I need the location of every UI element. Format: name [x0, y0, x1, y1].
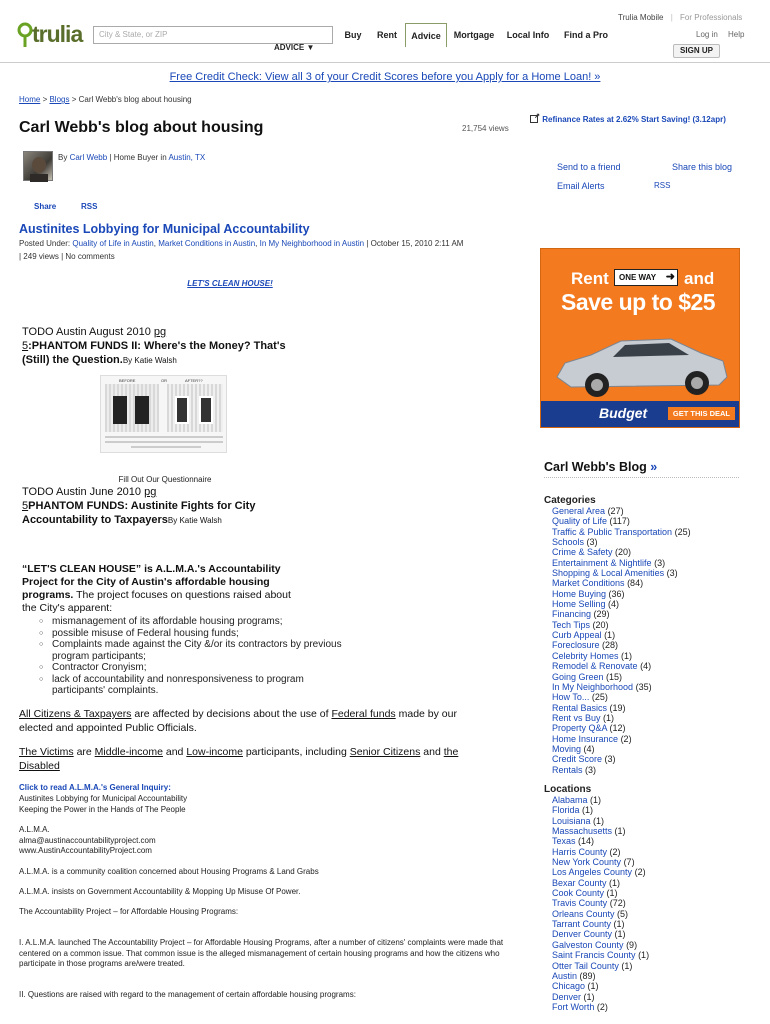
- category-count: (84): [627, 578, 644, 589]
- category-name: Rent vs Buy: [552, 712, 601, 723]
- category-item[interactable]: [552, 734, 691, 744]
- before-after-image: [100, 375, 227, 453]
- point-one-text: I. A.L.M.A. launched The Accountability Project – for Affordable Housing Programs, after a number of citizens' complaints were made that centered on a common issue. That common issue is the alleged mismanagement of certain housing programs and how the citizens who participate in those programs are/were treated.: [19, 938, 504, 968]
- category-name: General Area: [552, 506, 606, 516]
- article-headline: PHANTOM FUNDS: Austinite Fights for City Accountability to Taxpayers: [22, 500, 256, 526]
- location-name: Galveston County: [552, 939, 624, 950]
- contact-website[interactable]: www.AustinAccountabilityProject.com: [19, 846, 152, 855]
- category-count: (20): [592, 619, 609, 630]
- category-name: Tech Tips: [552, 619, 591, 630]
- post-category-link[interactable]: Market Conditions in Austin: [158, 239, 256, 248]
- ad-and-text: and: [684, 269, 715, 288]
- category-name: Crime & Safety: [552, 547, 613, 558]
- contact-org: A.L.M.A.: [19, 825, 50, 834]
- category-name: Going Green: [552, 671, 604, 682]
- category-item[interactable]: [552, 516, 691, 526]
- image-before-label: BEFORE: [119, 378, 136, 383]
- senior-citizens-link[interactable]: Senior Citizens: [349, 746, 421, 758]
- blog-title: Carl Webb's blog about housing: [19, 119, 264, 136]
- location-name: Harris County: [552, 846, 608, 857]
- location-count: (89): [579, 970, 596, 981]
- page-number-link[interactable]: 5: [22, 500, 29, 512]
- promo-link[interactable]: Free Credit Check: View all 3 of your Credit Scores before you Apply for a Home Loan! »: [169, 71, 601, 83]
- signup-button[interactable]: SIGN UP: [673, 44, 720, 58]
- ad-one-way-text: ONE WAY: [619, 273, 657, 282]
- location-item[interactable]: [552, 909, 649, 919]
- category-name: Celebrity Homes: [552, 650, 619, 661]
- categories-list: [552, 506, 691, 775]
- nav-local-info[interactable]: Local Info: [506, 30, 550, 40]
- project-heading: The Accountability Project – for Affordable Housing Programs:: [19, 907, 239, 916]
- location-item[interactable]: [552, 961, 649, 971]
- citizens-link[interactable]: All Citizens & Taxpayers: [19, 708, 132, 720]
- sidebar-rss-link[interactable]: RSS: [654, 181, 671, 190]
- category-count: (27): [607, 506, 624, 516]
- category-name: Rentals: [552, 764, 583, 775]
- article-headline: :PHANTOM FUNDS II: Where's the Money? That's (Still) the Question.: [22, 340, 286, 366]
- category-item[interactable]: [552, 609, 691, 619]
- help-link[interactable]: Help: [728, 30, 745, 39]
- category-count: (28): [602, 640, 619, 651]
- image-after-label: AFTER??: [185, 378, 203, 383]
- breadcrumb-sep: >: [69, 95, 79, 104]
- paragraph-text: participants, including: [242, 746, 350, 758]
- locations-heading: Locations: [544, 784, 592, 795]
- breadcrumb-sep: >: [40, 95, 50, 104]
- category-item[interactable]: [552, 527, 691, 537]
- post-category-link[interactable]: In My Neighborhood in Austin: [259, 239, 365, 248]
- category-name: Property Q&A: [552, 723, 608, 734]
- header-divider: [0, 62, 770, 63]
- category-count: (3): [666, 568, 678, 579]
- location-name: Massachusetts: [552, 826, 613, 837]
- alma-intro-rest: The project focuses on questions raised about the City's apparent:: [22, 589, 291, 614]
- category-name: Entertainment & Nightlife: [552, 557, 652, 568]
- after-house-icon: [167, 384, 223, 432]
- category-count: (117): [609, 516, 630, 527]
- category-item[interactable]: [552, 765, 691, 775]
- category-count: (15): [606, 671, 623, 682]
- location-name: Louisiana: [552, 815, 591, 826]
- share-blog-link[interactable]: Share this blog: [672, 162, 733, 172]
- category-count: (4): [608, 599, 620, 610]
- location-count: (1): [582, 805, 594, 816]
- concern-item: ○ lack of accountability and nonresponsiveness to program participants' complaints.: [52, 674, 352, 697]
- category-count: (1): [621, 650, 633, 661]
- category-item[interactable]: [552, 630, 691, 640]
- citizens-paragraph: [19, 708, 489, 735]
- location-count: (72): [609, 898, 626, 909]
- location-count: (5): [617, 908, 629, 919]
- post-meta: Posted Under: Quality of Life in Austin, Market Conditions in Austin, In My Neighborhood in Austin | October 15, 2010 2:11 AM: [19, 239, 464, 248]
- blog-views: 21,754 views: [462, 124, 509, 133]
- category-item[interactable]: [552, 713, 691, 723]
- category-item[interactable]: [552, 744, 691, 754]
- location-count: (2): [609, 846, 621, 857]
- category-item[interactable]: [552, 640, 691, 650]
- location-count: (1): [606, 888, 618, 899]
- location-item[interactable]: [552, 929, 649, 939]
- location-name: Austin: [552, 970, 578, 981]
- concern-item: ○ Contractor Cronyism;: [52, 662, 352, 674]
- nav-mortgage[interactable]: Mortgage: [453, 30, 495, 40]
- category-item[interactable]: [552, 651, 691, 661]
- victims-paragraph: [19, 746, 489, 773]
- author-name[interactable]: Carl Webb: [69, 153, 108, 162]
- email-alerts-link[interactable]: Email Alerts: [557, 181, 605, 191]
- page-link[interactable]: pg: [153, 326, 167, 338]
- location-name: Orleans County: [552, 908, 615, 919]
- location-count: (1): [621, 960, 633, 971]
- image-or-label: OR: [161, 378, 167, 383]
- category-name: In My Neighborhood: [552, 681, 634, 692]
- category-item[interactable]: [552, 568, 691, 578]
- sidebar-title-text: Carl Webb's Blog: [544, 460, 647, 474]
- questionnaire-caption[interactable]: Fill Out Our Questionnaire: [118, 475, 212, 484]
- todo-august-article: [22, 325, 302, 368]
- location-count: (1): [587, 981, 599, 992]
- concern-item: ○ Complaints made against the City &/or its contractors by previous program participants;: [52, 639, 352, 662]
- concern-item: ○ possible misuse of Federal housing funds;: [52, 628, 352, 640]
- category-name: Home Selling: [552, 599, 606, 610]
- location-item[interactable]: [552, 836, 649, 846]
- location-item[interactable]: [552, 940, 649, 950]
- middle-income-link[interactable]: Middle-income: [94, 746, 163, 758]
- category-count: (35): [635, 681, 652, 692]
- location-name: New York County: [552, 857, 622, 868]
- location-name: Florida: [552, 805, 580, 816]
- coalition-text: A.L.M.A. is a community coalition concerned about Housing Programs & Land Grabs: [19, 867, 319, 876]
- category-item[interactable]: [552, 537, 691, 547]
- author-by: By: [58, 153, 70, 162]
- author-role: | Home Buyer in: [107, 153, 169, 162]
- paragraph-text: made by our elected and appointed Public Officials.: [19, 708, 457, 734]
- author-avatar[interactable]: [23, 151, 53, 181]
- location-item[interactable]: [552, 971, 649, 981]
- location-count: (7): [623, 857, 635, 868]
- location-count: (1): [614, 826, 626, 837]
- category-name: Shopping & Local Amenities: [552, 568, 665, 579]
- location-item[interactable]: [552, 919, 649, 929]
- sidebar-title-arrow: »: [650, 460, 658, 474]
- location-item[interactable]: [552, 805, 649, 815]
- location-count: (1): [590, 795, 602, 805]
- location-name: Denver County: [552, 929, 613, 940]
- category-count: (1): [603, 712, 615, 723]
- location-item[interactable]: [552, 857, 649, 867]
- category-item[interactable]: [552, 547, 691, 557]
- send-to-friend-link[interactable]: Send to a friend: [557, 162, 621, 172]
- nav-find-a-pro[interactable]: Find a Pro: [563, 30, 608, 40]
- location-item[interactable]: [552, 826, 649, 836]
- category-name: Home Insurance: [552, 733, 619, 744]
- logo-text: trulia: [32, 21, 83, 47]
- post-title[interactable]: Austinites Lobbying for Municipal Accountability: [19, 222, 310, 236]
- location-item[interactable]: [552, 878, 649, 888]
- low-income-link[interactable]: Low-income: [186, 746, 243, 758]
- location-count: (1): [638, 950, 650, 961]
- post-stats: | 249 views | No comments: [19, 252, 115, 261]
- refinance-text: Refinance Rates at 2.62% Start Saving! (3.12apr): [542, 115, 726, 124]
- location-count: (2): [634, 867, 646, 878]
- location-name: Alabama: [552, 795, 588, 805]
- inquiry-tagline: Keeping the Power in the Hands of The People: [19, 804, 186, 814]
- location-name: Fort Worth: [552, 1001, 595, 1012]
- location-count: (1): [593, 815, 605, 826]
- search-input[interactable]: [93, 26, 333, 44]
- category-count: (25): [674, 526, 691, 537]
- paragraph-text: are: [73, 746, 95, 758]
- breadcrumb: [19, 95, 192, 104]
- category-count: (36): [608, 588, 625, 599]
- inquiry-contact: [19, 825, 156, 857]
- nav-buy[interactable]: Buy: [344, 30, 362, 40]
- category-item[interactable]: [552, 672, 691, 682]
- budget-ad-banner[interactable]: [540, 248, 740, 428]
- inquiry-org: Austinites Lobbying for Municipal Accountability: [19, 794, 188, 803]
- location-item[interactable]: [552, 981, 649, 991]
- location-count: (9): [626, 939, 638, 950]
- location-count: (2): [596, 1001, 608, 1012]
- post-category-link[interactable]: Quality of Life in Austin: [72, 239, 154, 248]
- alma-intro-bold: “LET'S CLEAN HOUSE” is A.L.M.A.'s Accountability Project for the City of Austin's affordable housing programs.: [22, 563, 281, 601]
- advice-dropdown[interactable]: ADVICE ▼: [274, 43, 315, 52]
- location-item[interactable]: [552, 847, 649, 857]
- category-item[interactable]: [552, 682, 691, 692]
- locations-list: [552, 795, 649, 1012]
- category-count: (12): [609, 723, 626, 734]
- category-count: (3): [604, 754, 616, 765]
- category-count: (29): [593, 609, 610, 620]
- page-number-link[interactable]: 5: [22, 340, 29, 352]
- location-name: Otter Tail County: [552, 960, 619, 971]
- author-location[interactable]: Austin, TX: [168, 153, 206, 162]
- location-item[interactable]: [552, 867, 649, 877]
- category-item[interactable]: [552, 558, 691, 568]
- category-name: Quality of Life: [552, 516, 608, 527]
- category-name: Traffic & Public Transportation: [552, 526, 673, 537]
- location-name: Travis County: [552, 898, 608, 909]
- ad-save-text: Save up to $25: [561, 289, 716, 315]
- category-item[interactable]: [552, 589, 691, 599]
- trulia-logo[interactable]: [17, 22, 89, 48]
- category-name: Remodel & Renovate: [552, 661, 638, 672]
- disabled-link[interactable]: the Disabled: [19, 746, 459, 772]
- breadcrumb-home[interactable]: Home: [19, 95, 41, 104]
- category-count: (4): [583, 743, 595, 754]
- location-name: Saint Francis County: [552, 950, 636, 961]
- category-count: (1): [604, 630, 616, 641]
- category-count: (19): [609, 702, 626, 713]
- category-name: Home Buying: [552, 588, 607, 599]
- clean-house-link[interactable]: LET'S CLEAN HOUSE!: [187, 279, 273, 288]
- location-count: (1): [609, 877, 621, 888]
- federal-funds-link[interactable]: Federal funds: [331, 708, 396, 720]
- nav-advice[interactable]: Advice: [405, 23, 447, 47]
- category-name: Financing: [552, 609, 592, 620]
- general-inquiry-link[interactable]: Click to read A.L.M.A.'s General Inquiry:: [19, 783, 171, 792]
- location-item[interactable]: [552, 888, 649, 898]
- category-count: (25): [591, 692, 608, 703]
- category-count: (3): [585, 764, 597, 775]
- victims-link[interactable]: The Victims: [19, 746, 74, 758]
- sidebar-divider: [544, 477, 739, 478]
- article-byline: By Katie Walsh: [122, 356, 177, 365]
- external-link-icon: ↗: [530, 115, 538, 123]
- logo-pin-icon: [17, 22, 33, 48]
- location-item[interactable]: [552, 816, 649, 826]
- car-image-icon: [551, 325, 731, 403]
- location-name: Chicago: [552, 981, 586, 992]
- location-item[interactable]: [552, 1002, 649, 1012]
- category-item[interactable]: [552, 703, 691, 713]
- point-two-text: II. Questions are raised with regard to the management of certain affordable housing programs:: [19, 990, 356, 999]
- nav-rent[interactable]: Rent: [377, 30, 397, 40]
- category-item[interactable]: [552, 723, 691, 733]
- login-link[interactable]: Log in: [696, 30, 718, 39]
- category-count: (3): [586, 537, 598, 548]
- search-placeholder: City & State, or ZIP: [99, 30, 168, 39]
- location-count: (1): [613, 919, 625, 930]
- rss-button[interactable]: RSS: [81, 202, 98, 211]
- location-name: Tarrant County: [552, 919, 612, 930]
- article-text: TODO Austin August 2010: [22, 326, 154, 338]
- category-count: (4): [640, 661, 652, 672]
- breadcrumb-current: Carl Webb's blog about housing: [78, 95, 192, 104]
- concern-item: ○ mismanagement of its affordable housing programs;: [52, 616, 352, 628]
- location-name: Bexar County: [552, 877, 607, 888]
- category-name: How To...: [552, 692, 590, 703]
- budget-logo: Budget: [599, 405, 648, 421]
- sidebar-blog-title[interactable]: [544, 460, 657, 474]
- category-name: Market Conditions: [552, 578, 625, 589]
- location-count: (14): [578, 836, 595, 847]
- category-item[interactable]: [552, 620, 691, 630]
- location-item[interactable]: [552, 795, 649, 805]
- category-item[interactable]: [552, 692, 691, 702]
- category-name: Rental Basics: [552, 702, 608, 713]
- category-name: Foreclosure: [552, 640, 600, 651]
- category-item[interactable]: [552, 506, 691, 516]
- category-count: (2): [620, 733, 632, 744]
- location-name: Denver: [552, 991, 582, 1002]
- location-item[interactable]: [552, 950, 649, 960]
- inquiry-header: [19, 794, 187, 815]
- category-item[interactable]: [552, 599, 691, 609]
- mobile-link[interactable]: Trulia Mobile: [618, 13, 664, 22]
- location-item[interactable]: [552, 898, 649, 908]
- category-item[interactable]: [552, 661, 691, 671]
- refinance-ad[interactable]: [530, 115, 726, 124]
- share-button[interactable]: Share: [34, 202, 57, 211]
- article-text: TODO Austin June 2010: [22, 486, 145, 498]
- category-count: (3): [654, 557, 666, 568]
- ad-footer: [541, 401, 740, 427]
- contact-email[interactable]: alma@austinaccountabilityproject.com: [19, 835, 156, 845]
- one-way-sign-icon: ONE WAY ➜: [614, 269, 678, 286]
- location-name: Texas: [552, 836, 576, 847]
- posted-under-label: Posted Under:: [19, 239, 73, 248]
- location-name: Los Angeles County: [552, 867, 633, 878]
- categories-heading: Categories: [544, 495, 596, 506]
- before-house-icon: [105, 384, 159, 432]
- auth-links: [696, 30, 744, 39]
- paragraph-text: are affected by decisions about the use of: [131, 708, 332, 720]
- ad-rent-text: Rent: [571, 269, 609, 288]
- util-links: Trulia Mobile | For Professionals: [618, 13, 743, 22]
- post-date: | October 15, 2010 2:11 AM: [364, 239, 464, 248]
- location-count: (1): [614, 929, 626, 940]
- category-name: Curb Appeal: [552, 630, 602, 641]
- avatar-face-icon: [24, 152, 54, 182]
- breadcrumb-blogs[interactable]: Blogs: [49, 95, 70, 104]
- article-byline: By Katie Walsh: [167, 516, 222, 525]
- location-item[interactable]: [552, 992, 649, 1002]
- location-count: (1): [583, 991, 595, 1002]
- todo-june-article: [22, 485, 302, 528]
- location-name: Cook County: [552, 888, 605, 899]
- insists-text: A.L.M.A. insists on Government Accountability & Mopping Up Misuse Of Power.: [19, 887, 301, 896]
- professionals-link[interactable]: For Professionals: [680, 13, 743, 22]
- category-name: Credit Score: [552, 754, 603, 765]
- category-name: Schools: [552, 537, 585, 548]
- page-link[interactable]: pg: [144, 486, 157, 498]
- author-line: [58, 153, 205, 162]
- category-name: Moving: [552, 743, 582, 754]
- category-item[interactable]: [552, 578, 691, 588]
- alma-intro: [22, 563, 302, 615]
- get-deal-button[interactable]: GET THIS DEAL: [668, 407, 735, 420]
- concerns-list: [52, 616, 352, 697]
- category-item[interactable]: [552, 754, 691, 764]
- category-count: (20): [615, 547, 632, 558]
- paragraph-text: and: [420, 746, 444, 758]
- paragraph-text: and: [162, 746, 187, 758]
